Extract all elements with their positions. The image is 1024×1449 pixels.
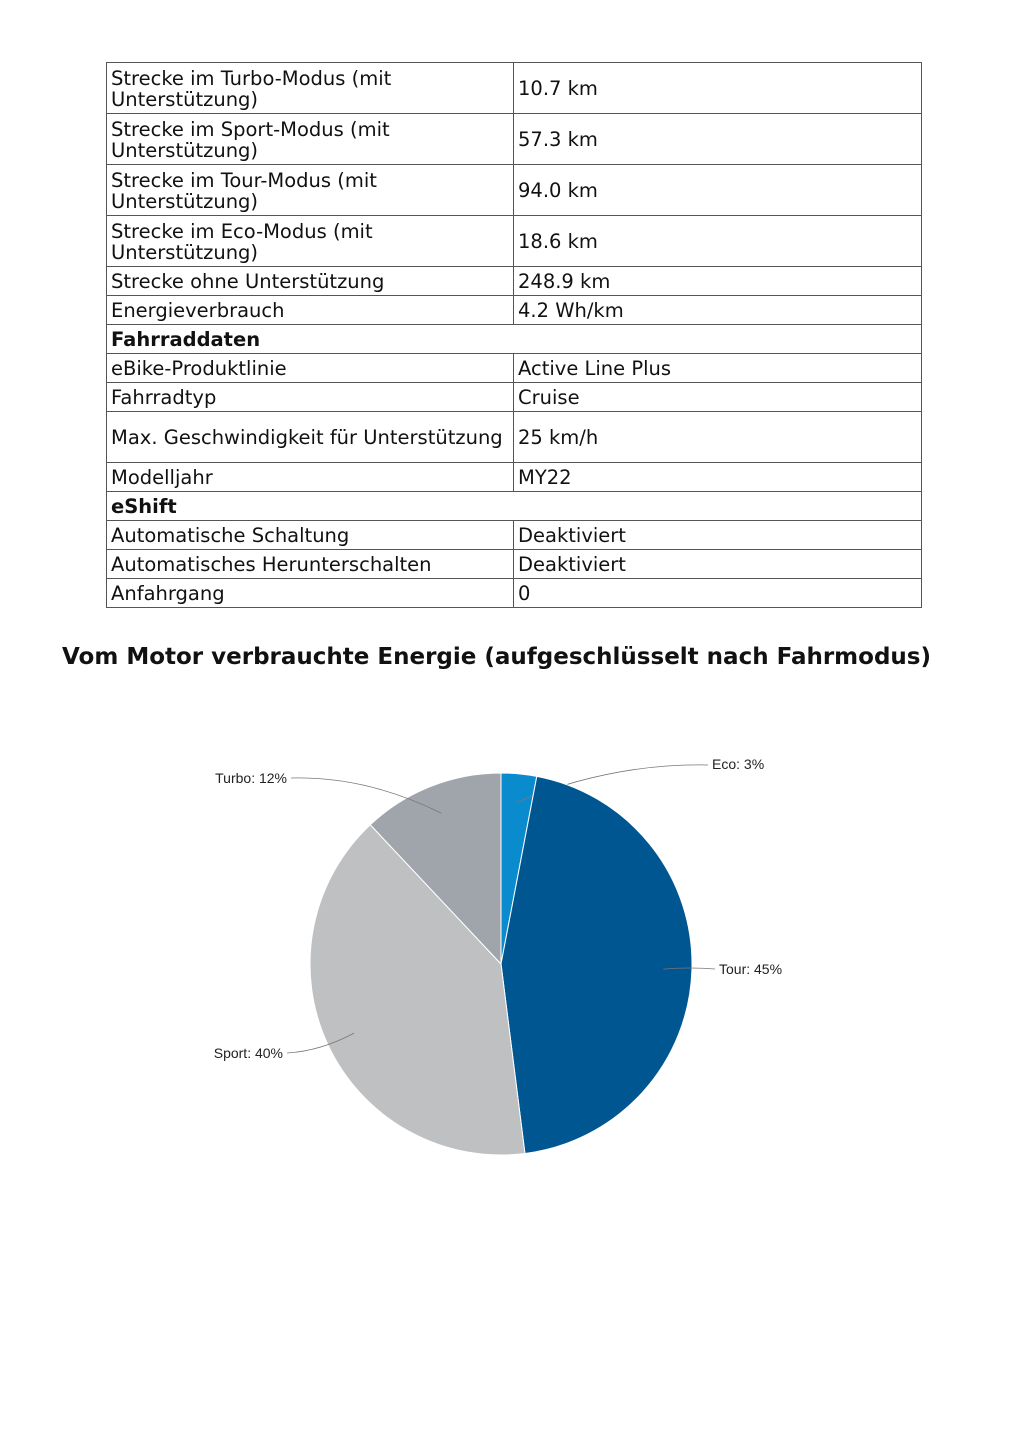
row-label: Modelljahr [107, 463, 514, 492]
row-label: Strecke ohne Unterstützung [107, 267, 514, 296]
row-value: 248.9 km [514, 267, 922, 296]
row-label: Max. Geschwindigkeit für Unterstützung [107, 412, 514, 463]
chart-title: Vom Motor verbrauchte Energie (aufgeschlüsselt nach Fahrmodus) [62, 644, 931, 670]
row-value: 4.2 Wh/km [514, 296, 922, 325]
row-value: Active Line Plus [514, 354, 922, 383]
row-value: 94.0 km [514, 165, 922, 216]
row-label: Strecke im Eco-Modus (mit Unterstützung) [107, 216, 514, 267]
slice-label-sport: Sport: 40% [213, 1045, 283, 1061]
row-value: Cruise [514, 383, 922, 412]
row-value: 18.6 km [514, 216, 922, 267]
row-value: MY22 [514, 463, 922, 492]
row-value: 10.7 km [514, 63, 922, 114]
slice-label-eco: Eco: 3% [712, 756, 765, 772]
row-value: 0 [514, 579, 922, 608]
row-value: Deaktiviert [514, 550, 922, 579]
row-label: Energieverbrauch [107, 296, 514, 325]
slice-label-tour: Tour: 45% [719, 961, 783, 977]
pie-slice-tour [501, 776, 692, 1153]
row-value: 57.3 km [514, 114, 922, 165]
row-label: eBike-Produktlinie [107, 354, 514, 383]
row-label: Strecke im Sport-Modus (mit Unterstützung) [107, 114, 514, 165]
row-value: 25 km/h [514, 412, 922, 463]
row-label: Strecke im Tour-Modus (mit Unterstützung) [107, 165, 514, 216]
section-heading: eShift [107, 492, 922, 521]
row-label: Fahrradtyp [107, 383, 514, 412]
row-label: Anfahrgang [107, 579, 514, 608]
row-label: Automatisches Herunterschalten [107, 550, 514, 579]
slice-label-turbo: Turbo: 12% [215, 770, 287, 786]
row-value: Deaktiviert [514, 521, 922, 550]
row-label: Automatische Schaltung [107, 521, 514, 550]
section-heading: Fahrraddaten [107, 325, 922, 354]
row-label: Strecke im Turbo-Modus (mit Unterstützung) [107, 63, 514, 114]
